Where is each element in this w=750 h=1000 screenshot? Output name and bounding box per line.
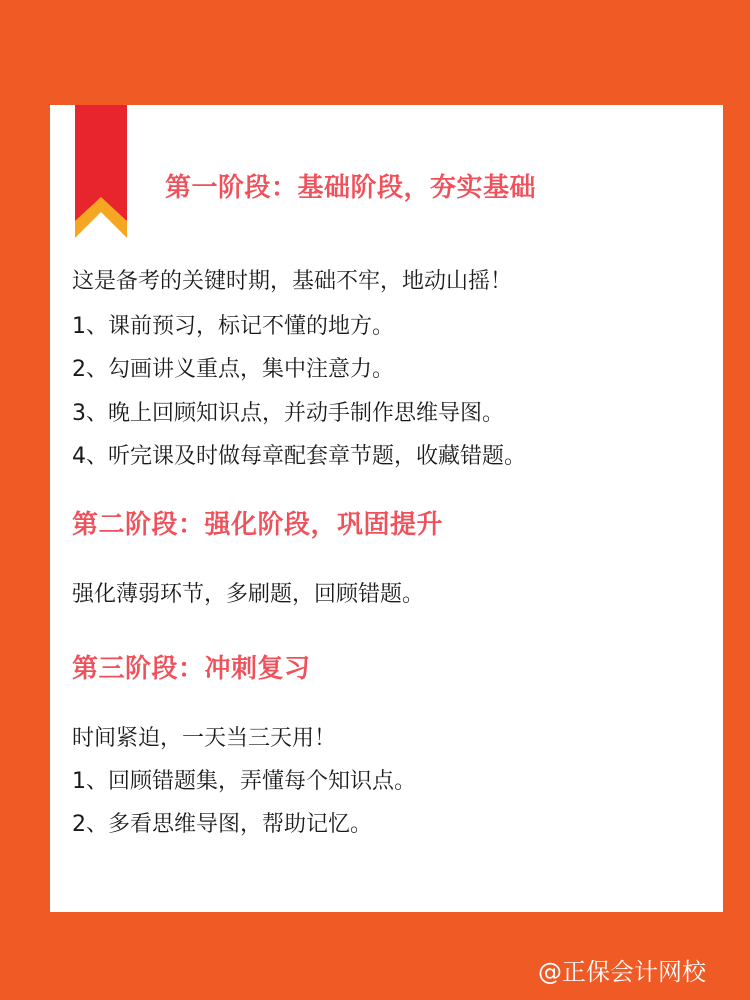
section1-line: 1、课前预习，标记不懂的地方。 [72, 314, 394, 339]
section1-line: 这是备考的关键时期，基础不牢，地动山摇！ [72, 269, 513, 294]
section3-line: 时间紧迫，一天当三天用！ [72, 726, 337, 751]
section3-title: 第三阶段：冲刺复习 [72, 654, 311, 684]
section1-line: 3、晚上回顾知识点，并动手制作思维导图。 [72, 401, 504, 426]
section2-line: 强化薄弱环节，多刷题，回顾错题。 [72, 582, 425, 607]
section1-line: 4、听完课及时做每章配套章节题，收藏错题。 [72, 444, 526, 469]
section2-title: 第二阶段：强化阶段，巩固提升 [72, 510, 444, 540]
section3-line: 2、多看思维导图，帮助记忆。 [72, 812, 372, 837]
section1-title: 第一阶段：基础阶段，夯实基础 [165, 173, 537, 203]
brand-watermark: @正保会计网校 [538, 958, 706, 986]
bookmark-ribbon-icon [75, 105, 127, 238]
section3-line: 1、回顾错题集，弄懂每个知识点。 [72, 769, 416, 794]
section1-line: 2、勾画讲义重点，集中注意力。 [72, 357, 394, 382]
